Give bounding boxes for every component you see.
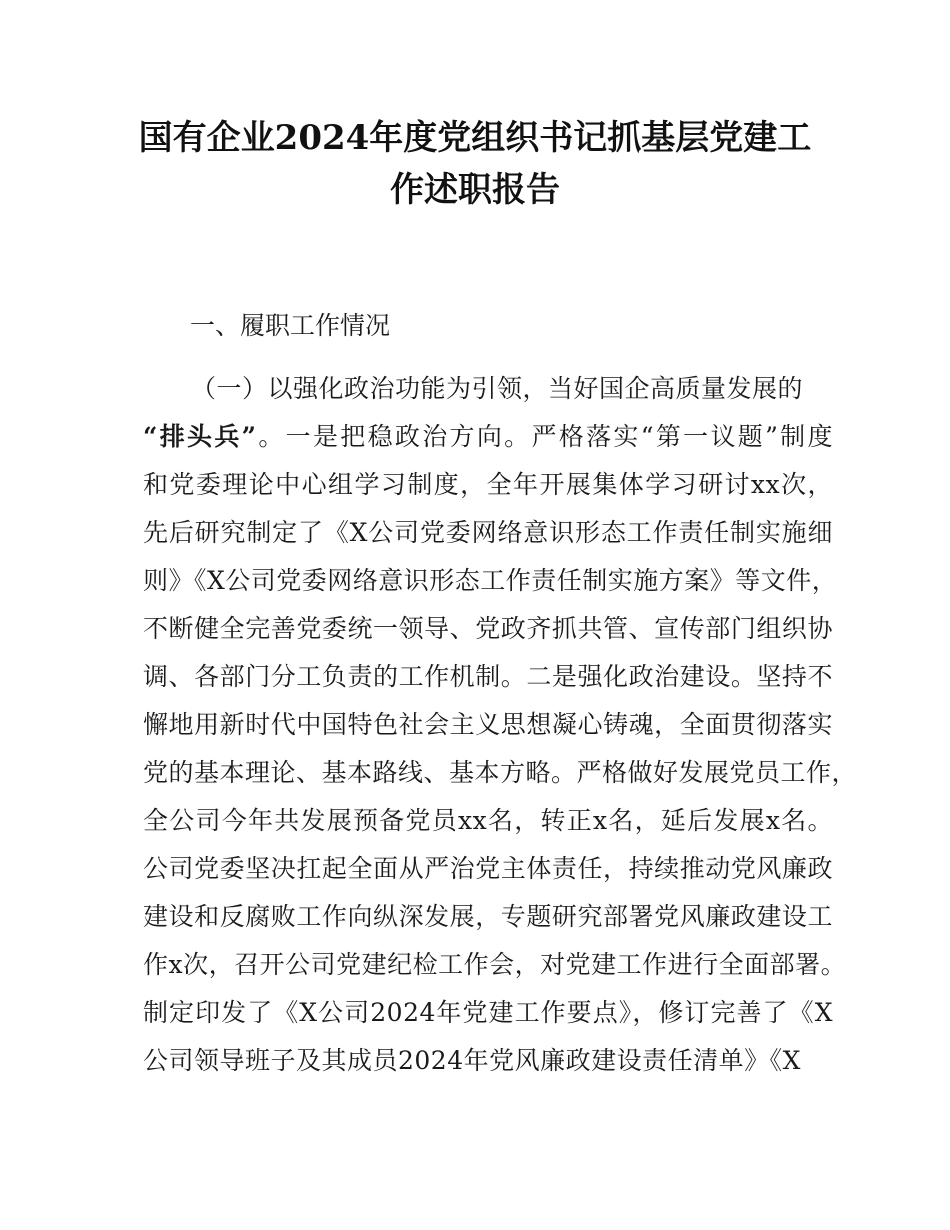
paragraph-line: 和党委理论中心组学习制度，全年开展集体学习研讨xx次，	[143, 470, 833, 499]
paragraph-line	[143, 413, 833, 461]
paragraph-line: 制定印发了《X公司2024年党建工作要点》，修订完善了《X	[143, 998, 833, 1027]
paragraph-line-text: 。一是把稳政治方向。严格落实“第一议题”制度	[256, 422, 833, 451]
paragraph-line: 作x次，召开公司党建纪检工作会，对党建工作进行全面部署。	[143, 950, 847, 979]
paragraph-line: 公司党委坚决扛起全面从严治党主体责任，持续推动党风廉政	[143, 854, 833, 883]
paragraph-line: 不断健全完善党委统一领导、党政齐抓共管、宣传部门组织协	[143, 614, 833, 643]
section-heading: 一、履职工作情况	[190, 311, 391, 340]
paragraph-line: 先后研究制定了《X公司党委网络意识形态工作责任制实施细	[143, 518, 833, 547]
paragraph-line: 全公司今年共发展预备党员xx名，转正x名，延后发展x名。	[143, 806, 833, 835]
paragraph-line: （一）以强化政治功能为引领，当好国企高质量发展的	[191, 374, 804, 403]
paragraph-line: 则》《X公司党委网络意识形态工作责任制实施方案》等文件，	[143, 566, 838, 595]
paragraph-line: 建设和反腐败工作向纵深发展，专题研究部署党风廉政建设工	[143, 902, 833, 931]
document-title-line-1: 国有企业2024年度党组织书记抓基层党建工	[138, 118, 812, 158]
paragraph-line: 懈地用新时代中国特色社会主义思想凝心铸魂，全面贯彻落实	[143, 710, 833, 739]
document-title-line-2: 作述职报告	[390, 170, 560, 210]
paragraph-line: 调、各部门分工负责的工作机制。二是强化政治建设。坚持不	[143, 662, 833, 691]
body-paragraph	[143, 365, 858, 1085]
paragraph-line: 党的基本理论、基本路线、基本方略。严格做好发展党员工作，	[143, 758, 858, 787]
paragraph-line: 公司领导班子及其成员2024年党风廉政建设责任清单》《X	[143, 1046, 801, 1075]
emphasis-text: “排头兵”	[143, 422, 257, 451]
